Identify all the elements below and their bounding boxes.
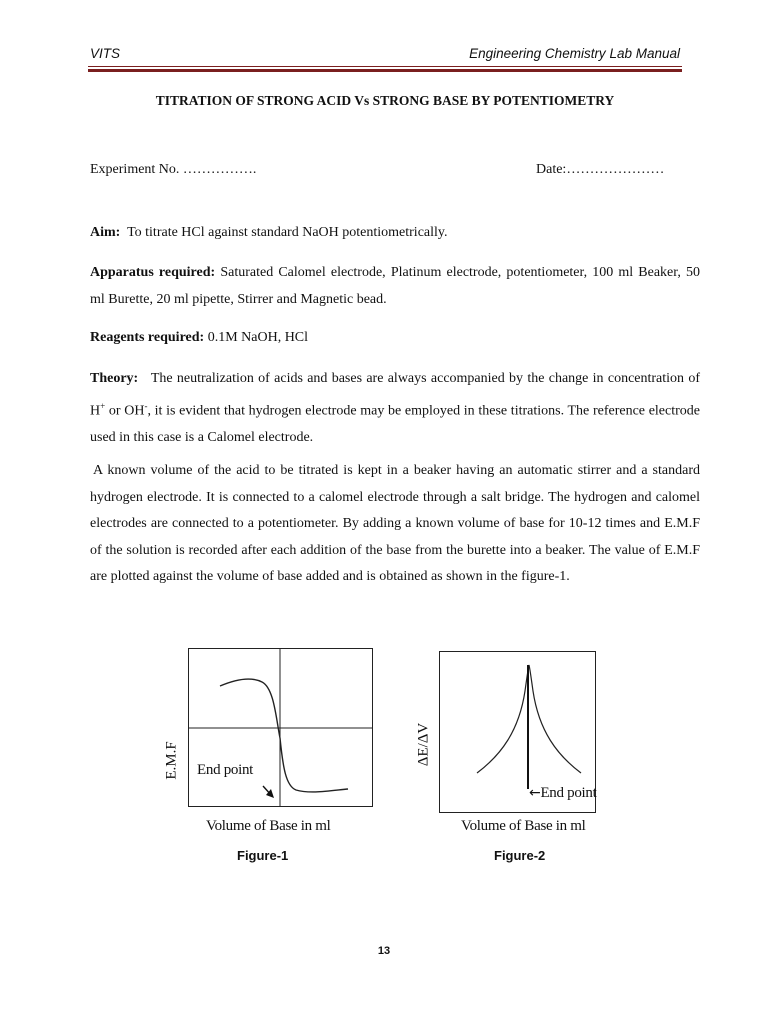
theory-text-a: The neutralization of acids and bases are always accompanied by the change in concentration of H	[90, 371, 700, 419]
figure2-endpoint-label-wrap	[529, 785, 597, 802]
reagents-text: 0.1M NaOH, HCl	[207, 330, 309, 345]
figure1-plot	[188, 648, 373, 807]
header-rule-thin	[88, 66, 682, 67]
reagents-label: Reagents required:	[90, 330, 205, 345]
theory-text-b: or OH	[105, 403, 145, 419]
running-header	[90, 46, 680, 64]
header-right: Engineering Chemistry Lab Manual	[469, 46, 680, 61]
figure2-ylabel: ΔE/ΔV	[415, 722, 432, 767]
aim-paragraph	[90, 220, 700, 247]
apparatus-paragraph	[90, 260, 700, 313]
date-field: Date:…………………	[536, 162, 665, 177]
theory-sup-oh: -	[144, 400, 148, 411]
experiment-number: Experiment No. …………….	[90, 162, 257, 177]
theory-label: Theory:	[90, 371, 139, 386]
page-number: 13	[377, 945, 391, 957]
header-rule-thick	[88, 69, 682, 72]
figure1-caption: Figure-1	[237, 848, 289, 863]
theory-sup-h: +	[100, 400, 106, 411]
procedure-paragraph: A known volume of the acid to be titrated is kept in a beaker having an automatic stirrer and a standard hydrogen electrode. It is connected to a calomel electrode through a salt bridge. The hydrogen and calomel electrodes are connected to a potentiometer. By adding a known volume of base for 10-12 times and E.M.F of the solution is recorded after each addition of the base from the burette into a beaker. The value of E.M.F are plotted against the volume of base added and is obtained as shown in the figure-1.	[90, 463, 700, 585]
figure2-caption: Figure-2	[494, 848, 546, 863]
figure1-xlabel: Volume of Base in ml	[206, 818, 331, 834]
apparatus-text: Saturated Calomel electrode, Platinum electrode, potentiometer, 100 ml Beaker, 50 ml Burette, 20 ml pipette, Stirrer and Magnetic bead.	[90, 265, 700, 307]
reagents-paragraph	[90, 325, 700, 352]
apparatus-label: Apparatus required:	[90, 265, 216, 280]
theory-text-c: , it is evident that hydrogen electrode may be employed in these titrations. The reference electrode used in this case is a Calomel electrode.	[90, 403, 700, 445]
figure2-ylabel-wrap	[414, 712, 434, 782]
figure2-endpoint-label: End point	[540, 785, 597, 801]
aim-text: To titrate HCl against standard NaOH potentiometrically.	[127, 225, 448, 240]
header-left: VITS	[90, 46, 121, 61]
figure1-endpoint-label: End point	[197, 762, 254, 778]
theory-paragraph	[90, 366, 700, 451]
figure1-ylabel: E.M.F	[163, 741, 180, 780]
figure2-xlabel: Volume of Base in ml	[461, 818, 586, 834]
figure2-arrow-icon: ←	[529, 785, 541, 801]
aim-label: Aim:	[90, 225, 121, 240]
page-title: TITRATION OF STRONG ACID Vs STRONG BASE BY POTENTIOMETRY	[155, 93, 615, 108]
figure1-ylabel-wrap	[162, 728, 182, 798]
